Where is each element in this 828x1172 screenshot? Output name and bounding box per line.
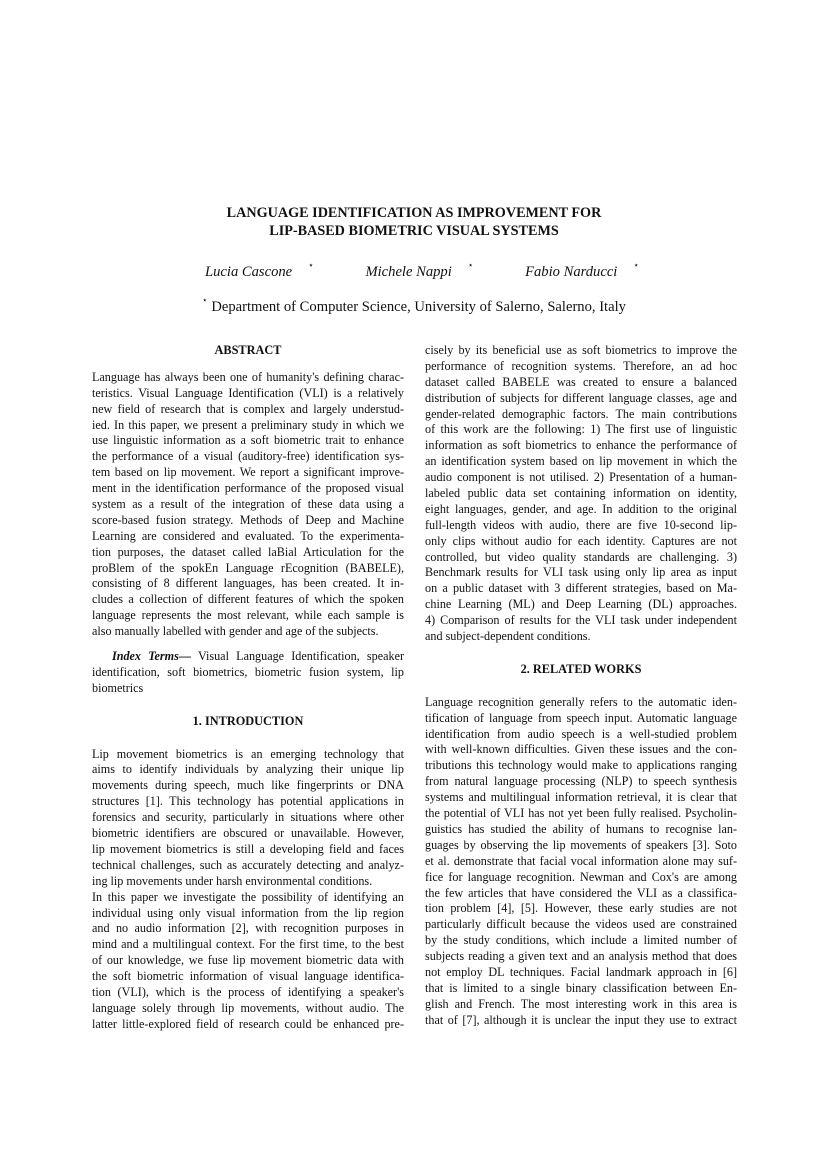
abstract-body (92, 370, 404, 640)
intro-line: cisely by its beneficial use as soft biometrics to improve the (425, 343, 737, 357)
abstract-line: new field of research that is complex and largely understud- (92, 401, 404, 416)
intro-line: language solely through lip movements, without audio. The (92, 1000, 404, 1015)
intro-line: Benchmark results for VLI task using only lip area as input (425, 565, 737, 580)
related-line: Language recognition generally refers to the automatic iden- (425, 694, 737, 709)
related-line: et al. demonstrate that facial vocal information alone may suf- (425, 853, 737, 868)
intro-line: only clips without audio for each identity. Captures are not (425, 533, 737, 548)
abstract-heading: ABSTRACT (214, 343, 282, 357)
intro-line: structures [1]. This technology has potential applications in (92, 794, 404, 809)
title-line: LANGUAGE IDENTIFICATION AS IMPROVEMENT FOR (226, 205, 602, 221)
intro-line: In this paper we investigate the possibility of identifying an (92, 889, 404, 904)
index-terms-line: biometrics (92, 680, 144, 695)
intro-line: audio component is not utilised. 2) Presentation of a human- (425, 470, 737, 485)
intro-line: eight languages, gender, and age. In addition to the original (425, 501, 737, 516)
related-works-paragraph (425, 695, 737, 1029)
intro-line: full-length videos with audio, there are five 10-second lip- (425, 517, 737, 532)
intro-line: controlled, but video quality standards are challenging. 3) (425, 549, 737, 564)
author-name: Fabio Narducci (525, 263, 618, 280)
index-terms-line: identification, soft biometrics, biometric fusion system, lip (92, 664, 404, 679)
introduction-heading: 1. INTRODUCTION (192, 713, 304, 728)
author-name: Lucia Cascone (205, 263, 293, 280)
related-line: by the study conditions, which include a limited number of (425, 933, 737, 948)
author (349, 257, 473, 282)
index-terms-line (92, 649, 404, 665)
abstract-line: score-based fusion strategy. Methods of Deep and Machine (92, 512, 404, 527)
intro-line: chine Learning (ML) and Deep Learning (DL) approaches. (425, 597, 737, 612)
intro-line: labeled public data set containing information on identity, (425, 486, 737, 501)
author-mark: ⋆ (467, 260, 474, 270)
intro-line: technical challenges, such as accurately detecting and analyz- (92, 857, 404, 872)
related-line: particularly difficult because the videos used are constrained (425, 917, 737, 932)
related-line: guistics has studied the ability of humans to recognise lan- (425, 821, 737, 836)
related-line: tification of language from speech input. Automatic language (425, 710, 737, 725)
intro-line: 4) Comparison of results for the VLI task under independent (425, 613, 737, 628)
intro-line: ing lip movements under harsh environmental conditions. (92, 873, 373, 888)
abstract-line: tem based on lip movement. We report a significant improve- (92, 465, 404, 480)
related-works-heading: 2. RELATED WORKS (520, 661, 642, 676)
intro-line: performance of recognition systems. Therefore, an ad hoc (425, 358, 737, 373)
author-list (90, 257, 738, 282)
intro-line: aims to identify individuals by analyzing their unique lip (92, 762, 404, 777)
abstract-line: cludes a collection of different features of which the spoken (92, 592, 404, 607)
related-line: with well-known difficulties. Given these issues and the con- (425, 742, 737, 757)
right-column (425, 343, 737, 1029)
abstract-line: also manually labelled with gender and age of the subjects. (92, 624, 379, 639)
related-line: tion problem [4], [5]. However, these early studies are not (425, 901, 737, 916)
intro-line: of our knowledge, we fuse lip movement biometric data with (92, 953, 404, 968)
intro-line: biometric identifiers are obscured or unavailable. However, (92, 826, 404, 841)
abstract-line: ment in the identification performance of the proposed visual (92, 481, 404, 496)
abstract-line: the performance of a visual (auditory-free) identification sys- (92, 449, 404, 464)
intro-line: an identification system based on lip movement in which the (425, 454, 737, 469)
abstract-line: tion purposes, the dataset called laBial Articulation for the (92, 544, 404, 559)
abstract-line: use linguistic information as a soft biometric trait to enhance (92, 433, 404, 448)
author-mark: ⋆ (633, 260, 639, 270)
related-line: fice for language recognition. Newman and Cox's are among (425, 869, 737, 884)
related-line: not employ DL techniques. Facial landmark approach in [6] (425, 964, 737, 979)
author-mark: ⋆ (308, 260, 314, 270)
intro-line: and subject-dependent conditions. (425, 629, 591, 644)
intro-line: distribution of subjects for different language classes, age and (425, 390, 737, 405)
intro-line: individual using only visual information from the lip region (92, 905, 404, 920)
related-line: the potential of VLI has not yet been fully realised. Psycholin- (425, 806, 737, 821)
author (189, 257, 314, 282)
related-line: systems and multilingual information retrieval, it is clear that (425, 790, 737, 805)
intro-line: Lip movement biometrics is an emerging technology that (92, 746, 404, 761)
related-line: from natural language processing (NLP) to speech synthesis (425, 774, 737, 789)
intro-line: the soft biometric information of visual language identifica- (92, 969, 404, 984)
introduction-continuation (425, 343, 737, 645)
intro-line: gender-related demographic factors. The main contributions (425, 406, 737, 421)
affiliation-mark: ⋆ (202, 295, 208, 305)
related-line: tributions this technology would make to applications ranging (425, 758, 737, 773)
introduction-paragraph (92, 890, 404, 1033)
intro-line: of this work are the following: 1) The first use of linguistic (425, 422, 737, 437)
abstract-line: language represents the most relevant, while each sample is (92, 608, 404, 623)
affiliation-text: Department of Computer Science, University of Salerno, Salerno, Italy (211, 298, 626, 315)
abstract-line: Learning are considered and evaluated. To the experimenta- (92, 528, 404, 543)
author (509, 257, 639, 282)
intro-line: and no audio information [2], with recognition purposes in (92, 921, 404, 936)
related-line: the few articles that have considered the VLI as a classifica- (425, 885, 737, 900)
abstract-line: proBlem of the spokEn Language rEcognition (BABELE), (92, 560, 404, 575)
intro-line: on a public dataset with 3 different strategies, based on Ma- (425, 581, 737, 596)
author-name: Michele Nappi (365, 263, 452, 280)
intro-line: information as soft biometrics to enhance the performance of (425, 438, 737, 453)
paper-title (90, 204, 738, 240)
abstract-line: consisting of 8 different languages, has been created. It in- (92, 576, 404, 591)
abstract-line: system as a result of the integration of these data using a (92, 497, 404, 512)
left-column (92, 343, 404, 1033)
intro-line: lip movement biometrics is still a developing field and faces (92, 841, 404, 856)
introduction-paragraph (92, 747, 404, 890)
related-line: subjects reading a given text and an analysis method that does (425, 949, 737, 964)
index-terms-label: Index Terms— (112, 649, 191, 664)
intro-line: dataset called BABELE was created to ensure a balanced (425, 374, 737, 389)
intro-line: latter little-explored field of research could be enhanced pre- (92, 1016, 404, 1031)
abstract-line: ied. In this paper, we present a preliminary study in which we (92, 417, 404, 432)
related-line: guages by observing the lip movements of speakers [3]. Soto (425, 837, 737, 852)
intro-line: tion (VLI), which is the process of identifying a speaker's (92, 984, 404, 999)
related-line: identification from audio speech is a well-studied problem (425, 726, 737, 741)
affiliation (90, 292, 738, 317)
index-terms-text: Visual Language Identification, speaker (190, 649, 405, 664)
intro-line: mind and a multilingual context. For the first time, to the best (92, 937, 404, 952)
intro-line: movements during speech, much like fingerprints or DNA (92, 778, 404, 793)
title-line: LIP-BASED BIOMETRIC VISUAL SYSTEMS (269, 223, 559, 239)
related-line: that of [7], although it is unclear the input they use to extract (425, 1012, 737, 1027)
related-line: glish and French. The most interesting work in this area is (425, 996, 737, 1011)
abstract-line: Language has always been one of humanity's defining charac- (92, 369, 404, 384)
abstract-line: teristics. Visual Language Identification (VLI) is a relatively (92, 385, 404, 400)
related-line: that is limited to a single binary classification between En- (425, 980, 737, 995)
index-terms (92, 649, 404, 697)
intro-line: forensics and security, particularly in situations where other (92, 810, 404, 825)
